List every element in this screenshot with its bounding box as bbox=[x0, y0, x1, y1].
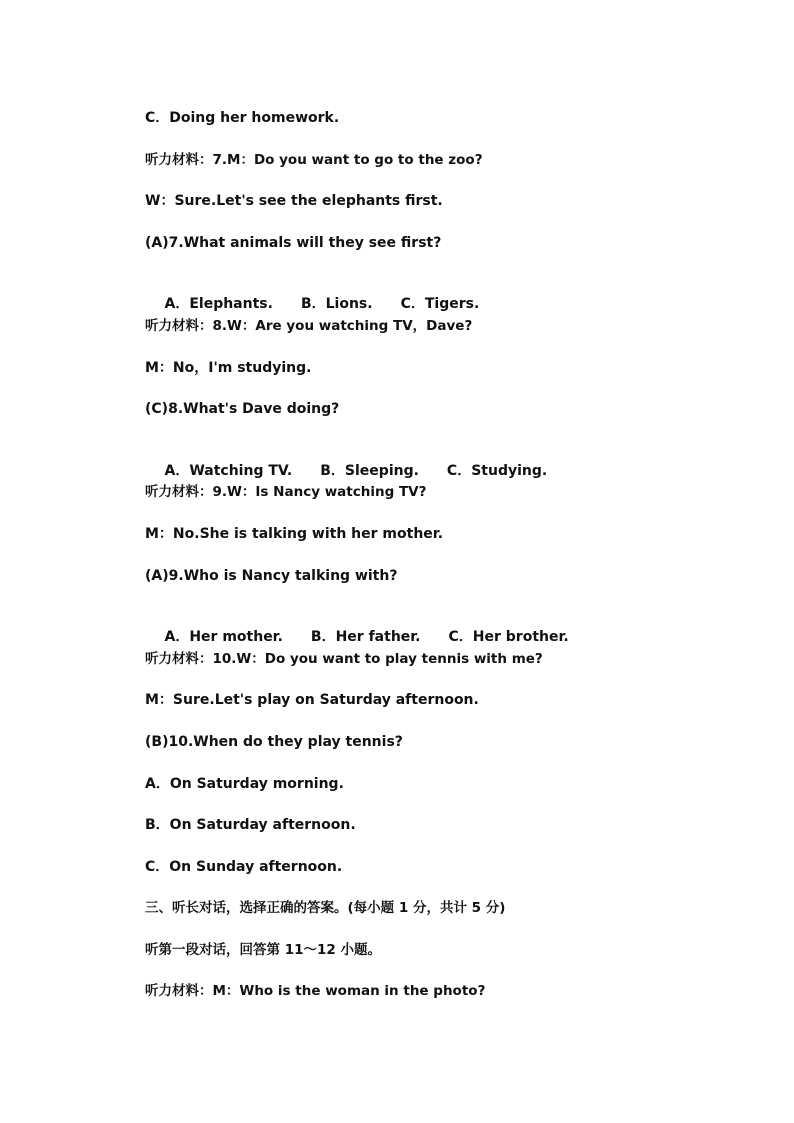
dialogue-line: W：Sure.Let's see the elephants first. bbox=[145, 193, 443, 210]
section-heading: 三、听长对话，选择正确的答案。(每小题 1 分，共计 5 分) bbox=[145, 900, 506, 917]
option-a: A．Elephants. bbox=[164, 296, 273, 313]
option-b: B．Her father. bbox=[310, 629, 421, 646]
document-page bbox=[145, 108, 705, 1023]
option-a: A．On Saturday morning. bbox=[145, 775, 344, 792]
option-c: C．Tigers. bbox=[400, 296, 480, 313]
option-a: A．Her mother. bbox=[164, 629, 283, 646]
question-10: (B)10.When do they play tennis? bbox=[145, 733, 403, 750]
listening-material-8: 听力材料：8.W：Are you watching TV，Dave? bbox=[145, 317, 473, 334]
answer-option-c: C．Doing her homework. bbox=[145, 110, 340, 126]
listening-material-7: 听力材料：7.M：Do you want to go to the zoo? bbox=[145, 151, 483, 168]
option-c: C．Studying. bbox=[446, 462, 548, 479]
options-row-7 bbox=[145, 274, 705, 316]
option-b: B．On Saturday afternoon. bbox=[145, 817, 356, 834]
question-7: (A)7.What animals will they see first? bbox=[145, 234, 442, 251]
option-a: A．Watching TV. bbox=[164, 462, 293, 479]
dialogue-line: M：No，I'm studying. bbox=[145, 359, 312, 376]
option-b: B．Lions. bbox=[300, 296, 373, 313]
section-instruction: 听第一段对话，回答第 11～12 小题。 bbox=[145, 941, 381, 958]
dialogue-line: M：No.She is talking with her mother. bbox=[145, 525, 444, 542]
option-c: C．Her brother. bbox=[448, 629, 569, 646]
options-row-8 bbox=[145, 441, 705, 483]
dialogue-line: M：Sure.Let's play on Saturday afternoon. bbox=[145, 692, 479, 709]
options-row-9 bbox=[145, 607, 705, 649]
question-9: (A)9.Who is Nancy talking with? bbox=[145, 567, 398, 584]
listening-material-9: 听力材料：9.W：Is Nancy watching TV? bbox=[145, 484, 427, 501]
option-c: C．On Sunday afternoon. bbox=[145, 858, 343, 875]
listening-material-11: 听力材料：M：Who is the woman in the photo? bbox=[145, 983, 486, 1000]
question-8: (C)8.What's Dave doing? bbox=[145, 401, 340, 418]
option-b: B．Sleeping. bbox=[320, 462, 419, 479]
listening-material-10: 听力材料：10.W：Do you want to play tennis with me? bbox=[145, 650, 543, 667]
